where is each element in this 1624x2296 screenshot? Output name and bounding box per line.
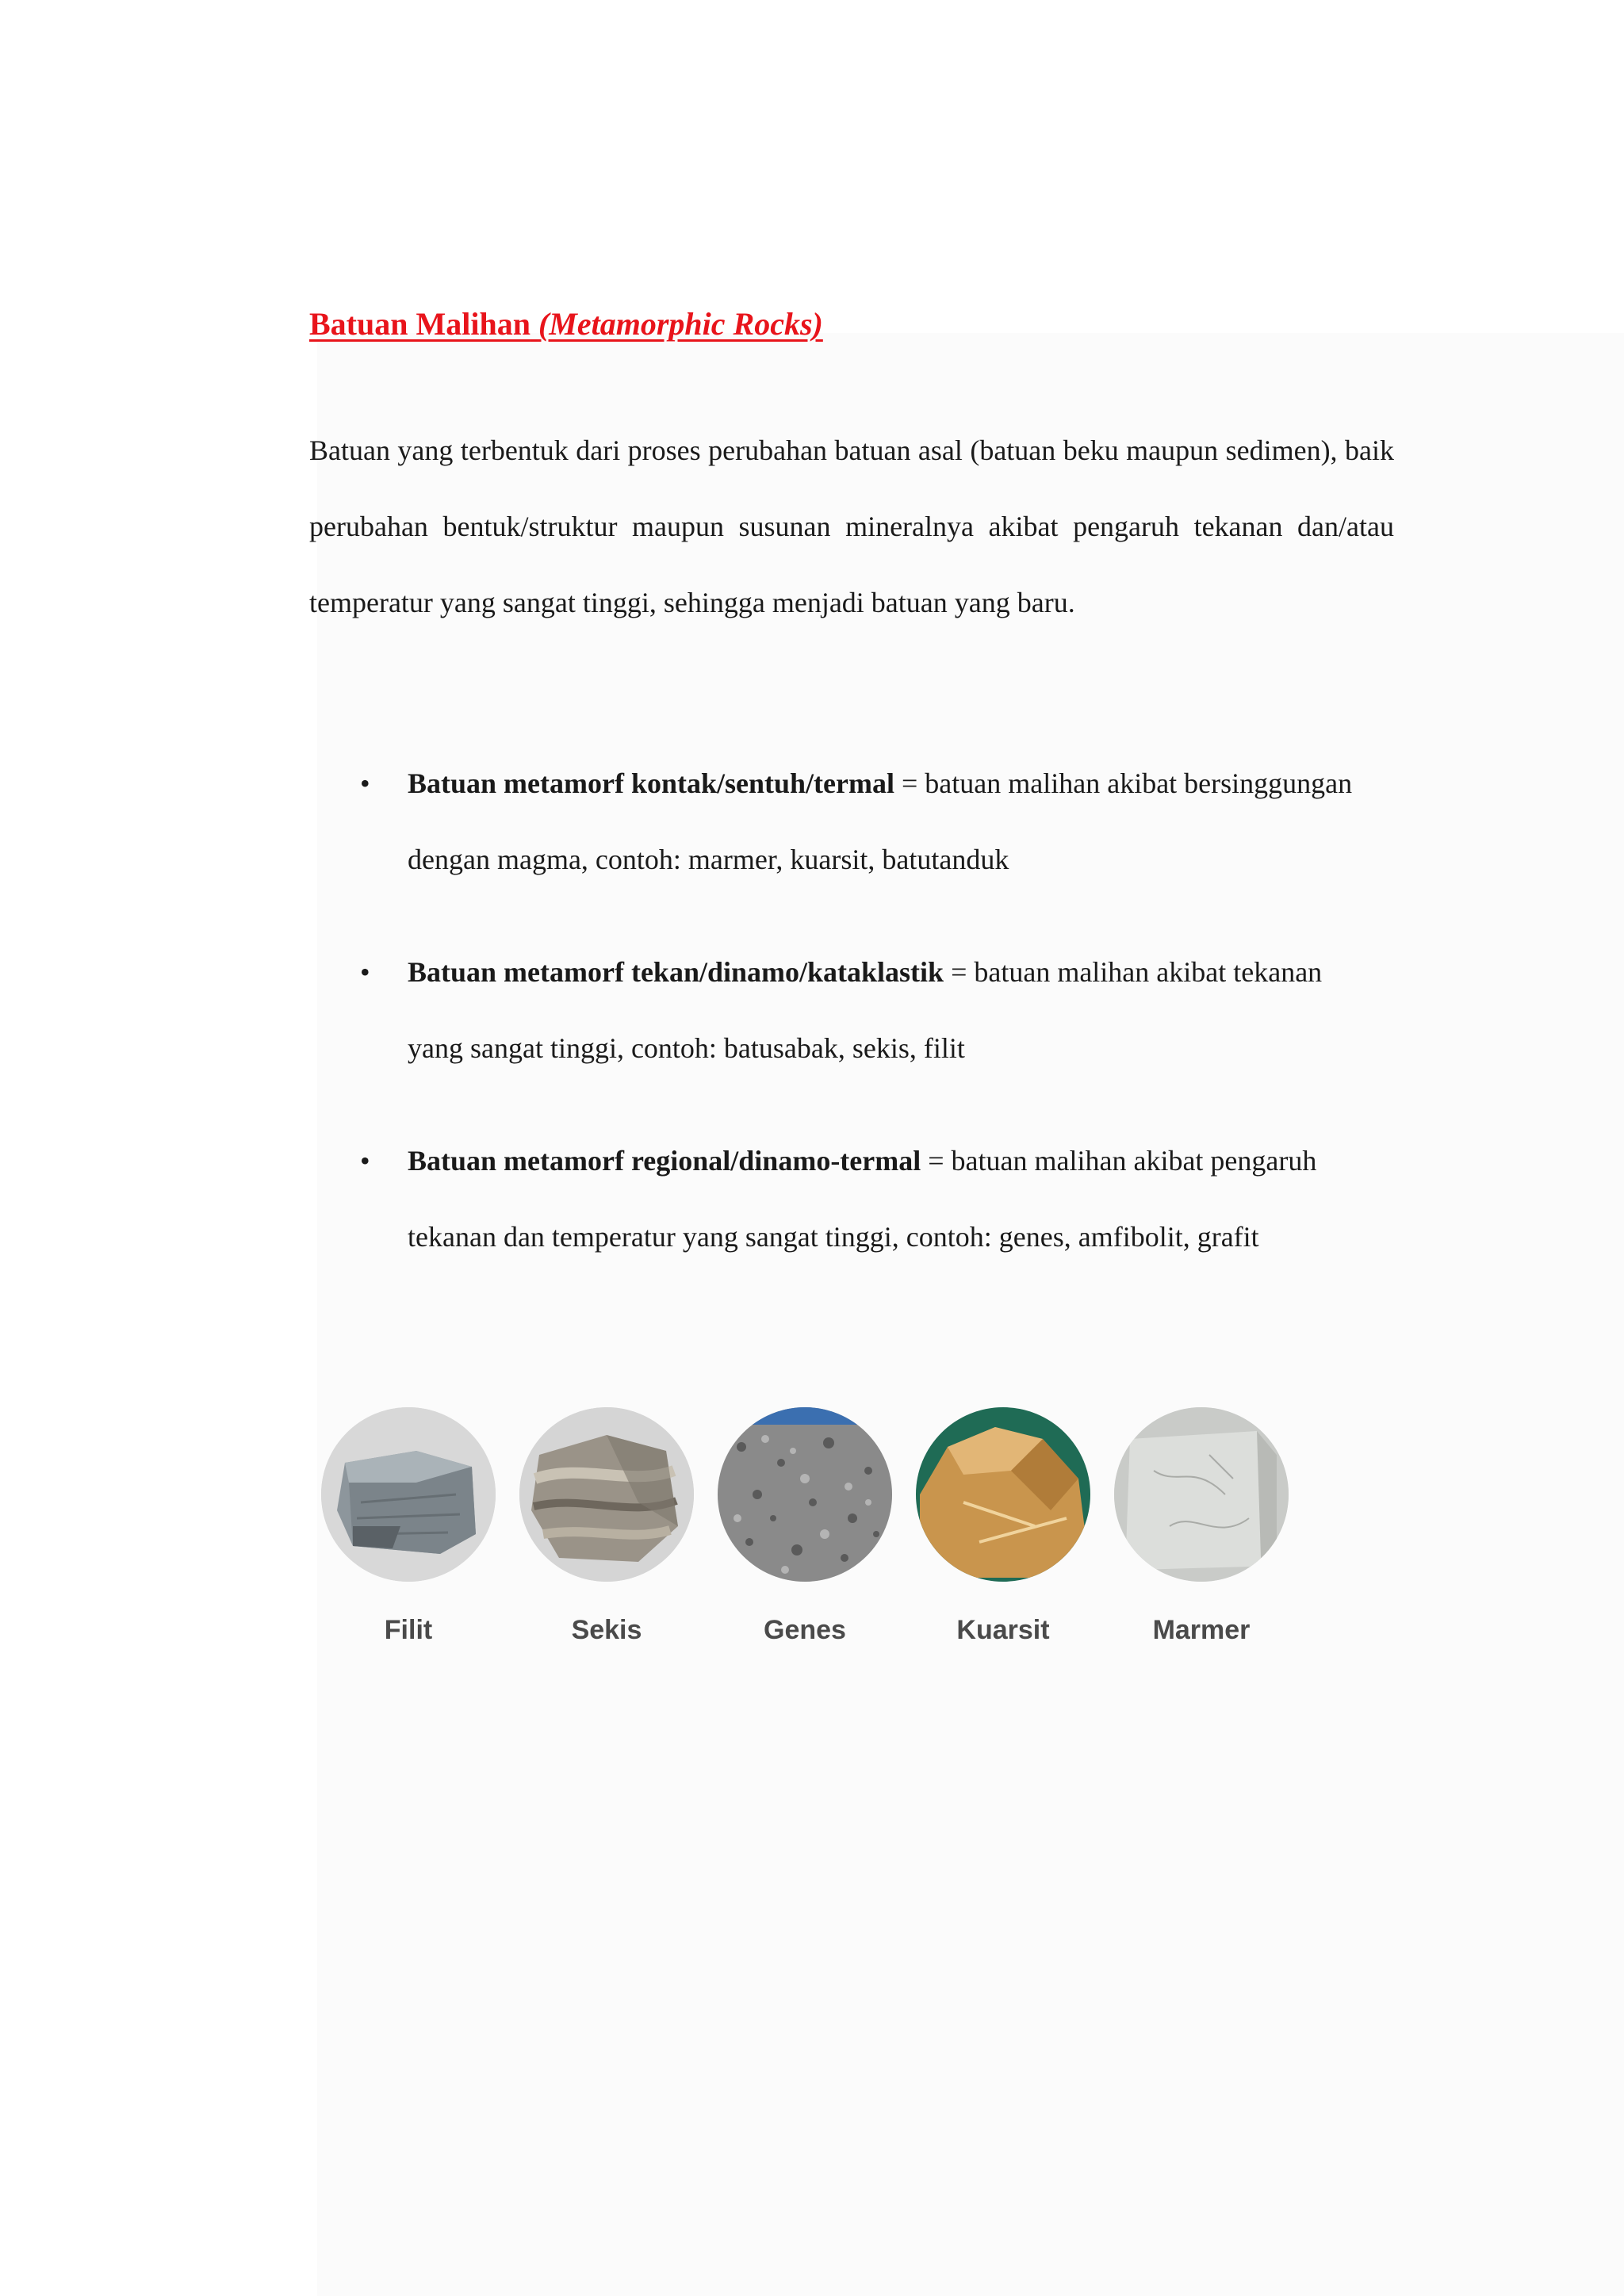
- heading-italic: (Metamorphic Rocks): [538, 306, 823, 342]
- bullet-item-kontak: [360, 745, 1359, 897]
- rock-kuarsit: [912, 1407, 1094, 1669]
- bullet-icon: •: [360, 1145, 370, 1177]
- kuarsit-label: Kuarsit: [956, 1615, 1050, 1645]
- marmer-label: Marmer: [1152, 1615, 1251, 1645]
- genes-rock-image: [718, 1407, 892, 1582]
- bullet-text: = batuan malihan akibat bersinggungan dengan magma, contoh: marmer, kuarsit, batutanduk: [408, 767, 1353, 875]
- rock-samples-figure: [317, 1407, 1316, 1669]
- bullet-text: = batuan malihan akibat tekanan yang sangat tinggi, contoh: batusabak, sekis, filit: [408, 956, 1323, 1064]
- rock-filit: [317, 1407, 500, 1669]
- rock-sekis: [515, 1407, 698, 1669]
- rock-marmer: [1110, 1407, 1293, 1669]
- bullet-item-tekan: [360, 934, 1359, 1086]
- bullet-text: = batuan malihan akibat pengaruh tekanan dan temperatur yang sangat tinggi, contoh: genes, amfibolit, grafit: [408, 1145, 1317, 1253]
- filit-rock-image: [321, 1407, 496, 1582]
- bullet-title: Batuan metamorf kontak/sentuh/termal: [408, 767, 894, 799]
- section-heading: [309, 305, 823, 342]
- intro-paragraph: Batuan yang terbentuk dari proses perubahan batuan asal (batuan beku maupun sedimen), baik perubahan bentuk/struktur maupun susunan mineralnya akibat pengaruh tekanan dan/atau temperatur yang sangat tinggi, sehingga menjadi batuan yang baru.: [309, 434, 1394, 618]
- kuarsit-rock-image: [916, 1407, 1090, 1582]
- bullet-icon: •: [360, 767, 370, 799]
- bullet-title: Batuan metamorf regional/dinamo-termal: [408, 1145, 921, 1177]
- bullet-title: Batuan metamorf tekan/dinamo/kataklastik: [408, 956, 944, 988]
- filit-label: Filit: [384, 1615, 433, 1645]
- sekis-label: Sekis: [571, 1615, 642, 1645]
- marmer-rock-image: [1114, 1407, 1289, 1582]
- sekis-rock-image: [519, 1407, 694, 1582]
- heading-main: Batuan Malihan: [309, 306, 530, 342]
- genes-label: Genes: [764, 1615, 846, 1645]
- rock-genes: [714, 1407, 896, 1669]
- bullet-item-regional: [360, 1123, 1359, 1275]
- bullet-icon: •: [360, 956, 370, 988]
